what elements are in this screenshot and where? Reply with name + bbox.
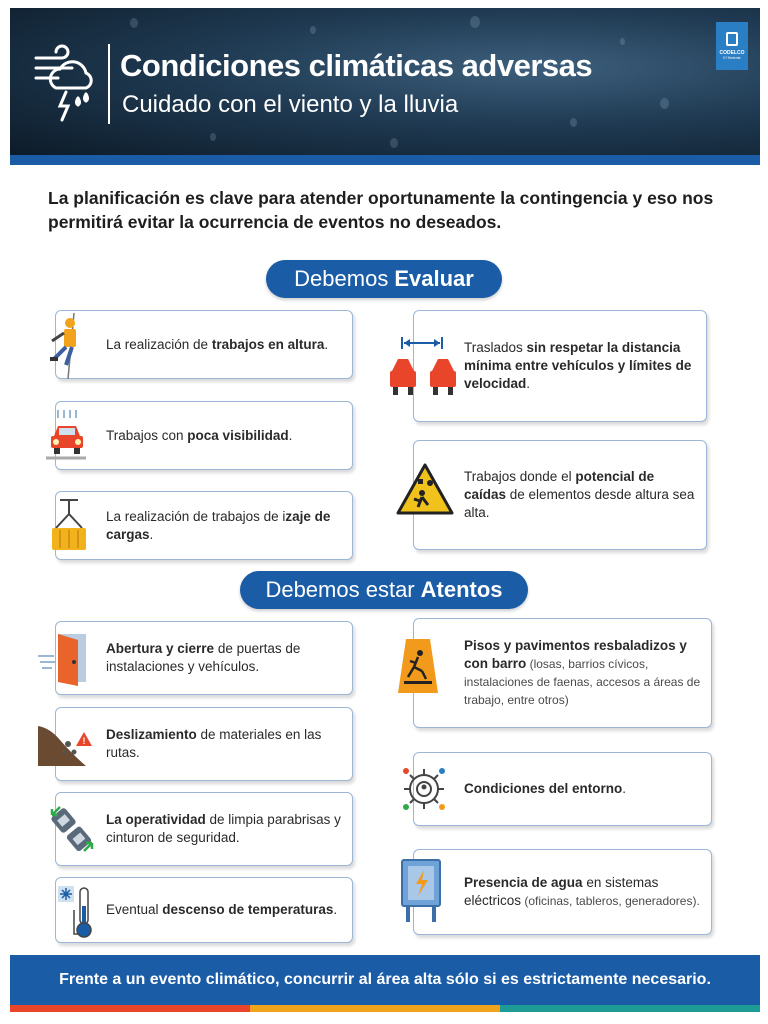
cars-distance-icon	[390, 335, 456, 401]
page-subtitle: Cuidado con el viento y la lluvia	[122, 91, 459, 118]
card-descenso-temperaturas: Eventual descenso de temperaturas.	[55, 877, 353, 943]
card-potencial-caidas: Trabajos donde el potencial de caídas de elementos desde altura sea alta.	[413, 440, 707, 550]
wet-floor-sign-icon	[396, 637, 440, 695]
electrical-panel-icon	[398, 858, 446, 926]
footer-banner: Frente a un evento climático, concurrir al área alta sólo si es estrictamente necesario.	[10, 955, 760, 1005]
card-deslizamiento: ! Deslizamiento de materiales en las rutas.	[55, 707, 353, 781]
card-pisos-resbaladizos: Pisos y pavimentos resbaladizos y con barro (losas, barrios cívicos, instalaciones de faenas, accesos a áreas de trabajo, entre otros)	[413, 618, 712, 728]
card-condiciones-entorno: Condiciones del entorno.	[413, 752, 712, 826]
header-bar	[10, 155, 760, 165]
header-banner	[10, 8, 760, 158]
header-divider	[108, 44, 110, 124]
car-fog-icon	[46, 406, 86, 466]
climber-icon	[44, 313, 88, 379]
card-trabajos-altura: La realización de trabajos en altura.	[55, 310, 353, 379]
card-presencia-agua: Presencia de agua en sistemas eléctricos (oficinas, tableros, generadores).	[413, 849, 712, 935]
page-title: Condiciones climáticas adversas	[120, 48, 593, 83]
card-traslados: Traslados sin respetar la distancia mínima entre vehículos y límites de velocidad.	[413, 310, 707, 422]
codelco-logo: CODELCO El Teniente	[716, 22, 748, 70]
thermometer-snow-icon	[56, 884, 98, 940]
footer-stripe-orange	[250, 1005, 500, 1012]
intro-text: La planificación es clave para atender oportunamente la contingencia y eso nos permitirá evitar la ocurrencia de eventos no deseados.	[48, 188, 714, 232]
landslide-icon	[38, 718, 94, 768]
card-operatividad: La operatividad de limpia parabrisas y cinturon de seguridad.	[55, 792, 353, 866]
environment-gear-icon	[396, 757, 452, 821]
storm-wind-icon	[32, 44, 102, 124]
falling-objects-warning-icon	[396, 461, 454, 519]
door-wind-icon	[36, 630, 92, 688]
footer-stripe-red	[10, 1005, 250, 1012]
footer-stripe-teal	[500, 1005, 760, 1012]
card-izaje-cargas: La realización de trabajos de izaje de cargas.	[55, 491, 353, 560]
card-poca-visibilidad: Trabajos con poca visibilidad.	[55, 401, 353, 470]
section-heading-atentos: Debemos estar Atentos	[240, 571, 528, 609]
section-heading-evaluar: Debemos Evaluar	[266, 260, 502, 298]
crane-load-icon	[48, 498, 90, 558]
card-abertura-puertas: Abertura y cierre de puertas de instalaciones y vehículos.	[55, 621, 353, 695]
svg-text:!: !	[82, 736, 86, 746]
wiper-seatbelt-icon	[48, 801, 96, 857]
